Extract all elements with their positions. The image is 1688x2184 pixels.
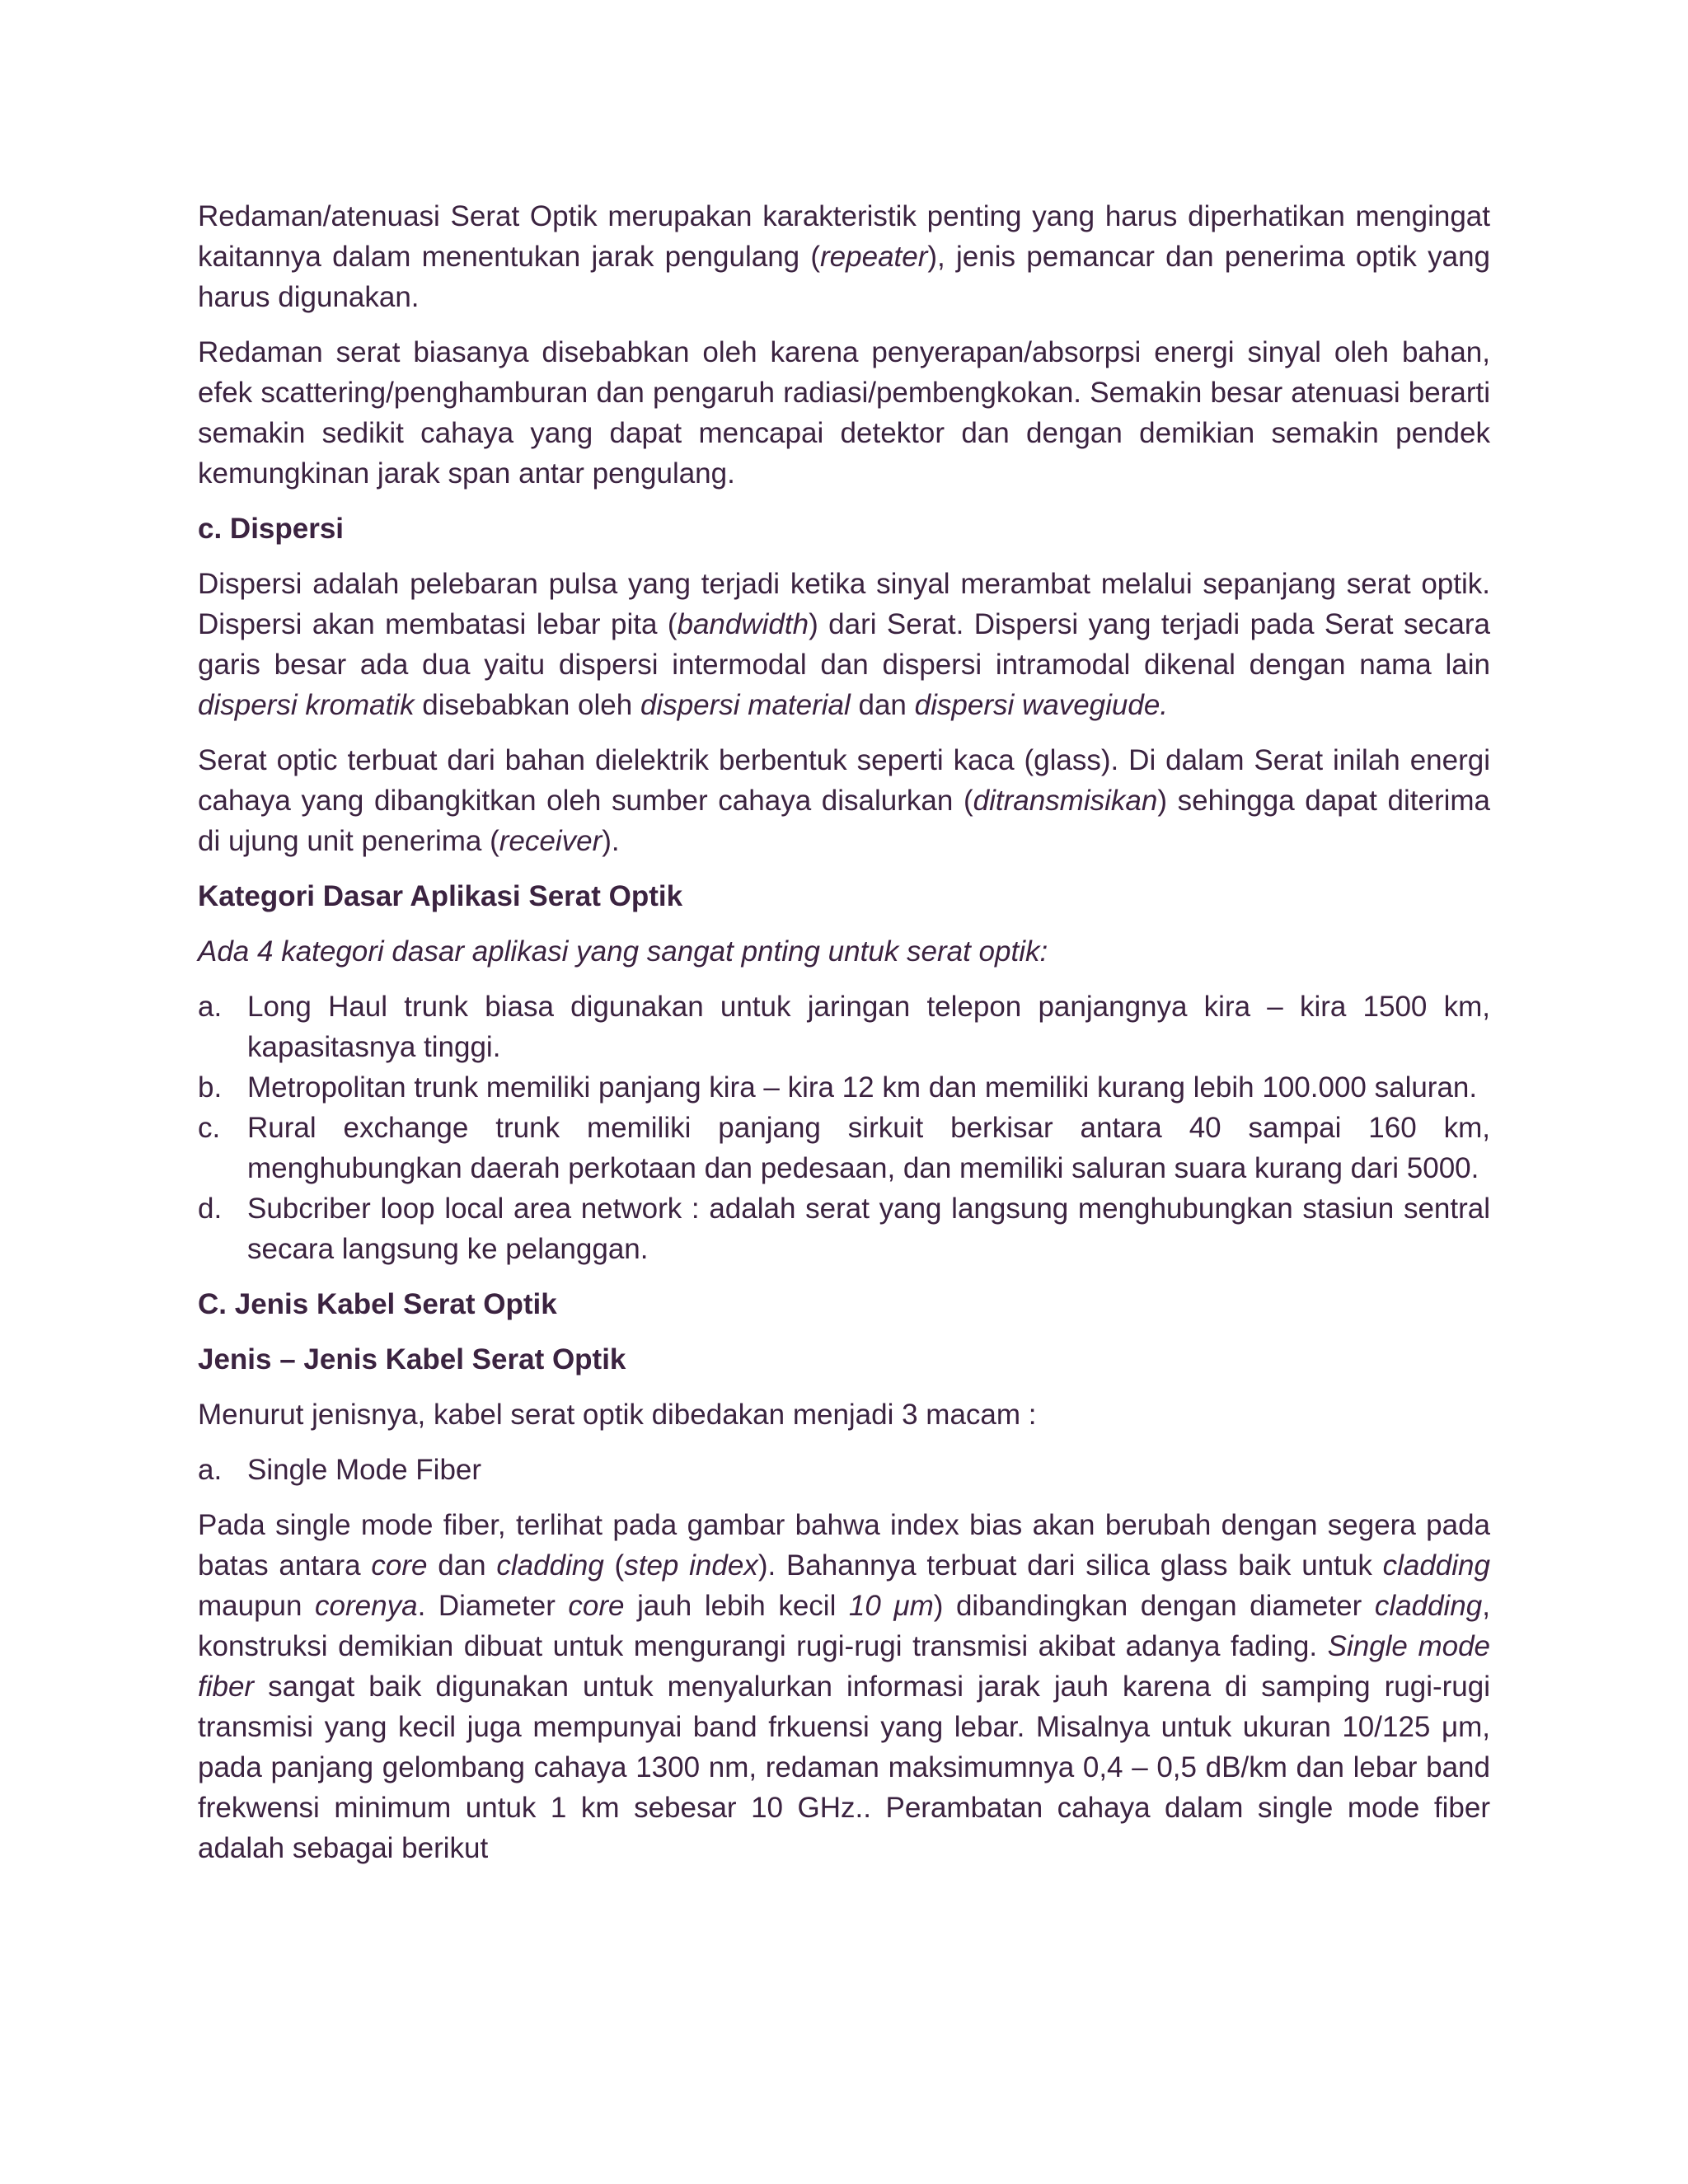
list-item-text: Metropolitan trunk memiliki panjang kira – kira 12 km dan memiliki kurang lebih 100.000 saluran. <box>247 1071 1478 1104</box>
text-run: jauh lebih kecil <box>624 1590 849 1622</box>
text-run: Redaman/atenuasi Serat Optik merupakan karakteristik penting yang harus diperhatikan mengingat kaitannya dalam menentukan jarak pengulang ( <box>198 200 1490 273</box>
list-marker: d. <box>198 1193 223 1225</box>
list-item-text: Rural exchange trunk memiliki panjang sirkuit berkisar antara 40 sampai 160 km, menghubungkan daerah perkotaan dan pedesaan, dan memiliki saluran suara kurang dari 5000. <box>247 1112 1490 1184</box>
list-item-single-mode <box>198 1450 1490 1490</box>
list-item <box>198 1067 1490 1108</box>
list-marker: c. <box>198 1112 221 1144</box>
text-run: ) dibandingkan dengan diameter <box>933 1590 1375 1622</box>
italic-term: Single mode fiber <box>198 1630 1490 1703</box>
list-item-text: Single Mode Fiber <box>247 1454 482 1486</box>
text-run: sangat baik digunakan untuk menyalurkan informasi jarak jauh karena di samping rugi-rugi transmisi yang kecil juga mempunyai band frkuensi yang lebar. Misalnya untuk ukuran 10/125 μm, pada panjang gelombang cahaya 1300 nm, redaman maksimumnya 0,4 – 0,5 dB/km dan lebar band frekwensi minimum untuk 1 km sebesar 10 GHz.. Perambatan cahaya dalam single mode fiber adalah sebagai berikut <box>198 1671 1490 1864</box>
italic-term: dispersi material <box>640 689 851 721</box>
list-item <box>198 1108 1490 1188</box>
heading-dispersi: c. Dispersi <box>198 513 345 545</box>
text-run: . Diameter <box>417 1590 569 1622</box>
list-marker: b. <box>198 1071 223 1104</box>
heading-kategori: Kategori Dasar Aplikasi Serat Optik <box>198 880 683 912</box>
text-run: ) sehingga dapat diterima di ujung unit penerima ( <box>198 785 1491 857</box>
text-run: disebabkan oleh <box>414 689 640 721</box>
italic-term: cladding <box>1382 1549 1490 1582</box>
lead-kategori: Ada 4 kategori dasar aplikasi yang sangat pnting untuk serat optik: <box>198 935 1048 968</box>
text-run: ). <box>602 825 620 857</box>
italic-term: corenya <box>315 1590 418 1622</box>
italic-term: cladding <box>496 1549 604 1582</box>
text-run: ( <box>603 1549 625 1582</box>
italic-term: dispersi kromatik <box>198 689 415 721</box>
text-run: dan <box>427 1549 497 1582</box>
heading-jenis-jenis-kabel: Jenis – Jenis Kabel Serat Optik <box>198 1343 626 1376</box>
italic-term: dispersi wavegiude. <box>914 689 1169 721</box>
paragraph-redaman-serat: Redaman serat biasanya disebabkan oleh karena penyerapan/absorpsi energi sinyal oleh bahan, efek scattering/penghamburan dan pengaruh radiasi/pembengkokan. Semakin besar atenuasi berarti semakin sedikit cahaya yang dapat mencapai detektor dan dengan demikian semakin pendek kemungkinan jarak span antar pengulang. <box>198 336 1490 490</box>
text-run: ) dari Serat. Dispersi yang terjadi pada Serat secara garis besar ada dua yaitu dispersi intermodal dan dispersi intramodal dikenal dengan nama lain <box>198 608 1490 681</box>
text-run: maupun <box>198 1590 316 1622</box>
paragraph-redaman-atenuasi <box>198 196 1490 317</box>
italic-term: step index <box>624 1549 758 1582</box>
paragraph-single-mode-fiber <box>198 1505 1490 1868</box>
document-body <box>198 196 1490 1883</box>
text-run: Dispersi adalah pelebaran pulsa yang terjadi ketika sinyal merambat melalui sepanjang serat optik. Dispersi akan membatasi lebar pita ( <box>198 568 1490 640</box>
italic-term: core <box>371 1549 428 1582</box>
paragraph-dispersi <box>198 564 1490 725</box>
text-run: , konstruksi demikian dibuat untuk mengurangi rugi-rugi transmisi akibat adanya fading. <box>198 1590 1490 1662</box>
italic-term: cladding <box>1374 1590 1483 1622</box>
italic-term: 10 μm <box>848 1590 934 1622</box>
text-run: Pada single mode fiber, terlihat pada gambar bahwa index bias akan berubah dengan segera pada batas antara <box>198 1509 1490 1582</box>
heading-jenis-kabel: C. Jenis Kabel Serat Optik <box>198 1288 557 1320</box>
italic-term: bandwidth <box>677 608 809 640</box>
italic-term: repeater <box>820 241 928 273</box>
italic-term: ditransmisikan <box>973 785 1158 817</box>
paragraph-serat-optic <box>198 740 1490 861</box>
list-item <box>198 987 1490 1067</box>
list-item-text: Subcriber loop local area network : adalah serat yang langsung menghubungkan stasiun sentral secara langsung ke pelanggan. <box>247 1193 1490 1265</box>
text-run: dan <box>850 689 915 721</box>
italic-term: core <box>568 1590 625 1622</box>
list-item-text: Long Haul trunk biasa digunakan untuk jaringan telepon panjangnya kira – kira 1500 km, kapasitasnya tinggi. <box>247 991 1490 1063</box>
text-run: Serat optic terbuat dari bahan dielektrik berbentuk seperti kaca (glass). Di dalam Serat inilah energi cahaya yang dibangkitkan oleh sumber cahaya disalurkan ( <box>198 744 1490 817</box>
italic-term: receiver <box>499 825 603 857</box>
list-marker: a. <box>198 1454 223 1486</box>
text-run: ), jenis pemancar dan penerima optik yang harus digunakan. <box>198 241 1490 313</box>
paragraph-menurut-jenisnya: Menurut jenisnya, kabel serat optik dibedakan menjadi 3 macam : <box>198 1399 1037 1431</box>
list-item <box>198 1188 1490 1269</box>
text-run: ). Bahannya terbuat dari silica glass baik untuk <box>757 1549 1383 1582</box>
kategori-list <box>198 987 1490 1269</box>
list-marker: a. <box>198 991 223 1023</box>
